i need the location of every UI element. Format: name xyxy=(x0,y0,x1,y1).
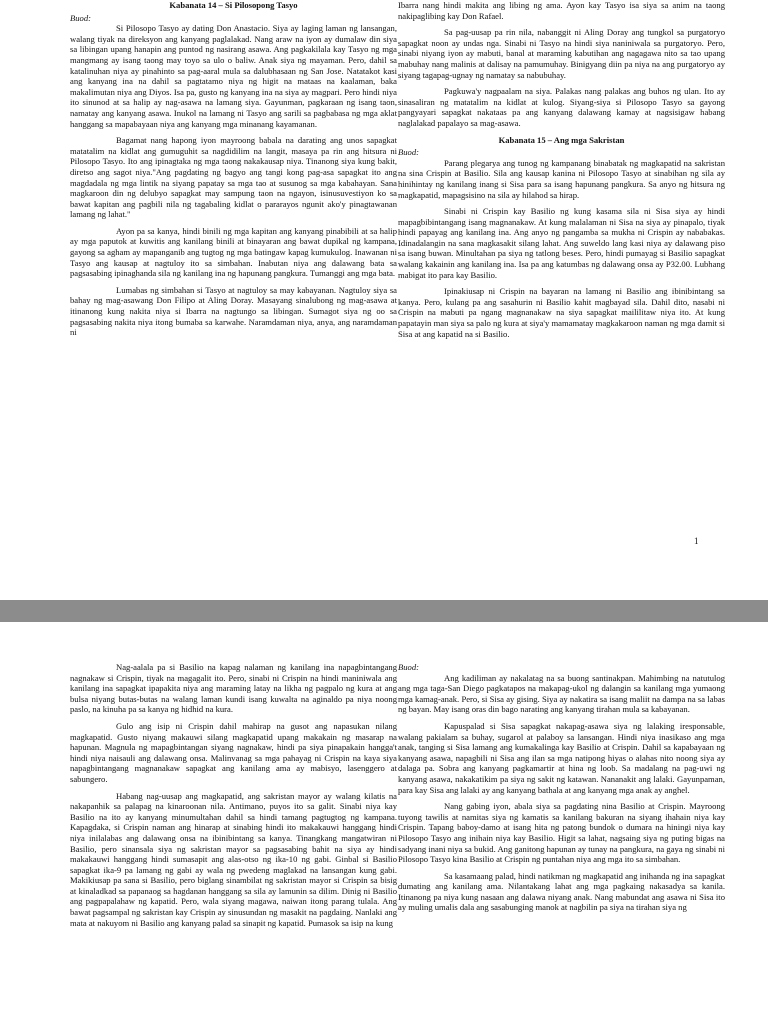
paragraph: Nag-aalala pa si Basilio na kapag nalaman ng kanilang ina napagbintangang nagnakaw si Crispin, tiyak na magagalit ito. Pero, sinabi ni Crispin na hindi maniniwala ang kanilang ina sapagkat ipapakita niya ang maraming latay na likha ng pagpalo ng kura at ang bulsa niyang butas-butas na walang laman kundi isang kuwalta na aginaldo pa niya noong paslo, na kinuha pa sa kanya ng hidhid na kura. xyxy=(70,662,397,715)
paragraph: Bagamat nang hapong iyon mayroong babala na darating ang unos sapagkat matatalim na kidlat ang gumuguhit sa nagdidilim na langit, masaya pa rin ang hitsura ni Pilosopo Tasyo. Ito ang ipinagtaka ng mga taong nakakausap niya. Tinanong siya kung bakit, diretso ang sagot niya."Ang pagdating ng bagyo ang tangi kong pag-asa sapagkat ito ang magdadala ng mga lintik na siyang papatay sa mga tao at susunog sa mga kabahayan. Sana magkaroon din ng delubyo sapagkat may sampung taon na ngayon, isinusuvestiyon ko sa bawat kapitan ang pagbili nila ng tagabaling kidlat o pararayos ngunit ako'y pinagtawanan lamang ng lahat." xyxy=(70,135,397,220)
paragraph: Kapuspalad si Sisa sapagkat nakapag-asawa siya ng lalaking iresponsable, walang pakialam sa buhay, sugarol at palaboy sa lansangan. Hindi niya inasikaso ang mga anak, tanging si Sisa lamang ang kumakalinga kay Basilio at Crispin. Dahil sa kapabayaan ng kanyang asawa, napagbili ni Sisa ang ilan sa mga natipong hiyas o alahas nito noong siya ay dalaga pa. Sobra ang kanyang pagkamartir at hina ng loob. Sa madalang na pag-uwi ng kanyang asawa, nakakatikim pa siya ng sakit ng katawan. Nananakit ang lalaki. Gayunpaman, para kay Sisa ang lalaki ay ang kanyang bathala at ang kanyang mga anak ay anghel. xyxy=(398,720,725,795)
paragraph: Lumabas ng simbahan si Tasyo at nagtuloy sa may kabayanan. Nagtuloy siya sa bahay ng mag-asawang Don Filipo at Aling Doray. Masayang sinalubong ng mag-asawa at itinanong kung nakita niya si Ibarra na nagtungo sa libingan. Sumagot siya ng oo sa pagsasabing nakita niya itong bumaba sa karwahe. Naramdaman niya, anya, ang naramdaman ni xyxy=(70,284,397,338)
paragraph: Sa kasamaang palad, hindi natikman ng magkapatid ang inihanda ng ina sapagkat dumating ang kanilang ama. Nilantakang lahat ang mga pagkaing nakasadya sa kanila. Itinanong pa niya kung nasaan ang dalawa niyang anak. Nang mabundat ang asawa ni Sisa ito ay muling umalis dala ang sasabunging manok at nagbilin pa siya na tirahan siya ng xyxy=(398,870,725,913)
paragraph: Ang kadiliman ay nakalatag na sa buong santinakpan. Mahimbing na natutulog ang mga taga-San Diego pagkatapos na makapag-ukol ng dalangin sa kanilang mga yumaong mga kamag-anak. Pero, si Sisa ay gising. Siya ay nakatira sa isang maliit na dampa na sa labas ng bayan. May isang oras din bago narating ang kanyang tirahan mula sa kabayanan. xyxy=(398,672,725,715)
paragraph: Habang nag-uusap ang magkapatid, ang sakristan mayor ay walang kilatis na nakapanhik sa palapag na kinaroonan nila. Antimano, puyos ito sa galit. Sinabi niya kay Basilio na ito ay kanyang minumultahan dahil sa hindi tamang pagtugtog ng kampana. Kapagdaka, si Crispin naman ang hinarap at sinabing hindi ito makakauwi hanggang hindi niya inilalabas ang dalawang onsa na ibinibintang sa kanya. Tinangkang mangatwiran ni Basilio, pero sinansala siya ng sakristan mayor sa pagsasabing bahit na siya ay hindi makakauwi hanggang hindi sumasapit ang alas-otso ng ika-10 ng gabi. Ginbal si Basilio sapagkat ika-9 pa lamang ng gabi ay wala ng pwedeng maglakad na lansangan kung gabi. Makikiusap pa sana si Basilio, pero biglang sinambilat ng sakristan mayor si Crispin sa bisig at kinaladkad sa papanaog sa hagdanan hanggang sa sila ay lamunin sa dilim. Dinig ni Basilio ang pagpapalahaw ng kapatid. Pero, wala siyang magawa, naiwan itong parang tulala. Ang bawat pagsampal ng sakristan kay Crispin ay sinusundan ng masakit na pagdaing. Nanlaki ang mata at nakuyom ni Basilio ang kanyang palad sa sinapit ng kapatid. Pumasok sa isip na kung xyxy=(70,790,397,928)
paragraph: Ayon pa sa kanya, hindi binili ng mga kapitan ang kanyang pinabibili at sa halip ay mga paputok at kuwitis ang kanilang binili at binayaran ang bawat dupikal ng kampana, gayong sa agham ay mapanganib ang tugtog ng mga batingaw kapag kumukulog. Inawanan ni Tasyo ang kausap at nagtuloy ito sa simbahan. Inabutan niya ang dalawang bata sa pagsasabing ipinaghanda sila ng kanilang ina ng hapunang pangkura. Tumanggi ang mga bata. xyxy=(70,225,397,279)
paragraph: Pagkuwa'y nagpaalam na siya. Palakas nang palakas ang buhos ng ulan. Ito ay sinasaliran ng matatalim na kidlat at kulog. Siyang-siya si Pilosopo Tasyo sa gayong pangyayari sapagkat nakataas pa ang kanyang dalawang kamay at nagsisigaw habang naglalakad papalayo sa mag-asawa. xyxy=(398,86,725,128)
paragraph: Parang plegarya ang tunog ng kampanang binabatak ng magkapatid na sakristan na sina Crispin at Basilio. Sila ang kausap kanina ni Pilosopo Tasyo at sinabihan ng sila ay hinihintay ng kanilang inang si Sisa para sa isang hapunang pangkura. Sa anyo ng hitsura ng magkapatid, mapagsisino na sila ay hilahod sa hirap. xyxy=(398,157,725,200)
page-number: 1 xyxy=(694,536,699,546)
buod-label: Buod: xyxy=(70,12,92,23)
paragraph: Ibarra nang hindi makita ang libing ng ama. Ayon kay Tasyo isa siya sa anim na taong nakipaglibing kay Don Rafael. xyxy=(398,0,725,21)
paragraph: Sinabi ni Crispin kay Basilio ng kung kasama sila ni Sisa siya ay hindi mapagbibintangang isang magnanakaw. At kung malalaman ni Sisa na siya ay pinapalo, tiyak hindi papayag ang kanilang ina. Ang anyo ng pangamba sa mukha ni Crispin ay nababakas. Idinadalangin na sana magkasakit silang lahat. Ang suweldo lang kasi niya ay dalawang piso sa isang buwan. Minultahan pa siya ng tatlong beses. Pero, hindi pumayag si Basilio sapagkat walang kakainin ang kanilang ina. Isa pa ang katumbas ng dalawang onsa ay P32.00. Lubhang mabigat ito para kay Basilio. xyxy=(398,206,725,280)
buod-label: Buod: xyxy=(398,662,420,672)
page1-left-column xyxy=(70,0,397,344)
chapter-14-title: Kabanata 14 – Si Pilosopong Tasyo xyxy=(169,0,298,10)
chapter-15-title: Kabanata 15 – Ang mga Sakristan xyxy=(498,134,625,145)
document-page-2 xyxy=(0,622,768,1024)
paragraph: Sa pag-uusap pa rin nila, nabanggit ni Aling Doray ang tungkol sa purgatoryo sapagkat noon ay undas nga. Sinabi ni Tasyo na hindi siya naniniwala sa purgatoryo. Pero, sinabi niyang iyon ay mabuti, banal at maraming kabutihan ang nagagawa nito sa tao upang mabuhay nang malinis at dalisay na pamumuhay. Binigyang diin pa niya na ang purgatoryo ay siyang tagapag-ugnay ng namatay sa nabubuhay. xyxy=(398,27,725,80)
page1-right-column xyxy=(398,0,725,345)
paragraph: Nang gabing iyon, abala siya sa pagdating nina Basilio at Crispin. Mayroong tuyong tawilis at namitas siya ng kamatis sa kanilang bakuran na siyang ihahain niya kay Crispin. Tapang baboy-damo at isang hita ng patong bundok o dumara na hiningi niya kay Pilosopo Tasyo ang inihain niya kay Basilio. Higit sa lahat, nagsaing siya ng puting bigas na sadyang inani niya sa bukid. Ang ganitong hapunan ay tunay na pangkura, na gaya ng sinabi ni Pilosopo Tasyo kina Basilio at Crispin ng puntahan niya ang mga ito sa simbahan. xyxy=(398,801,725,865)
buod-label: Buod: xyxy=(398,147,420,158)
page2-left-column xyxy=(70,662,397,934)
paragraph: Ipinakiusap ni Crispin na bayaran na lamang ni Basilio ang ibinibintang sa kanya. Pero, kulang pa ang sasahurin ni Basilio kahit magbayad sila. Dahil dito, nasabi ni Crispin na mabuti pa ngang magnanakaw na siya sapagkat maililitaw niya ito. At kung papatayin man siya sa palo ng kura at siya'y mamamatay magkakaroon naman ng mga damit si Sisa at ang kapatid na si Basilio. xyxy=(398,286,725,339)
page2-right-column xyxy=(398,662,725,919)
paragraph: Gulo ang isip ni Crispin dahil mahirap na gusot ang napasukan nilang magkapatid. Gusto niyang makauwi silang magkapatid upang makakain ng masarap na hapunan. Magnula ng mapagbintangan siyang nagnakaw, hindi pa siya pinapakain hangga't hindi niya naisauli ang dalawang onsa. Malinvanag sa mga pahayag ni Crispin na kaya siya napagbintangang magnanakaw sapagkat ang kanilang ama ay mabisyo, lasenggero at sabungero. xyxy=(70,720,397,784)
paragraph: Si Pilosopo Tasyo ay dating Don Anastacio. Siya ay laging laman ng lansangan, walang tiyak na direksyon ang kanyang paglalakad. Nang araw na iyon ay dumalaw din siya sa libingan upang hanapin ang puntod ng nasirang asawa. Ang pagkakilala kay Tasyo ng mga mangmang ay isang taong may toyo sa ulo o baliw. Anak siya ng mayaman. Pero, dahil sa katalinuhan niya ay pinahinto sa pag-aaral mula sa dalubhasaan ng San Jose. Natatakot kasi ang kanyang ina na dahil sa pagtatamo niya ng higit na mataas na kaalaman, baka makalimutan niya ang Diyos. Isa pa, gusto ng kanyang ina na siya ay magpari. Pero hindi niya ito sinunod at sa halip ay nag-asawa na lamang siya. Gayunman, pagkaraan ng isang taon, namatay ang kanyang asawa. Inukol na lamang ni Tasyo ang sarili sa pagbabasa ng mga aklat hanggang sa mapabayaan niya ang kanyang mga minanang kayamanan. xyxy=(70,23,397,129)
